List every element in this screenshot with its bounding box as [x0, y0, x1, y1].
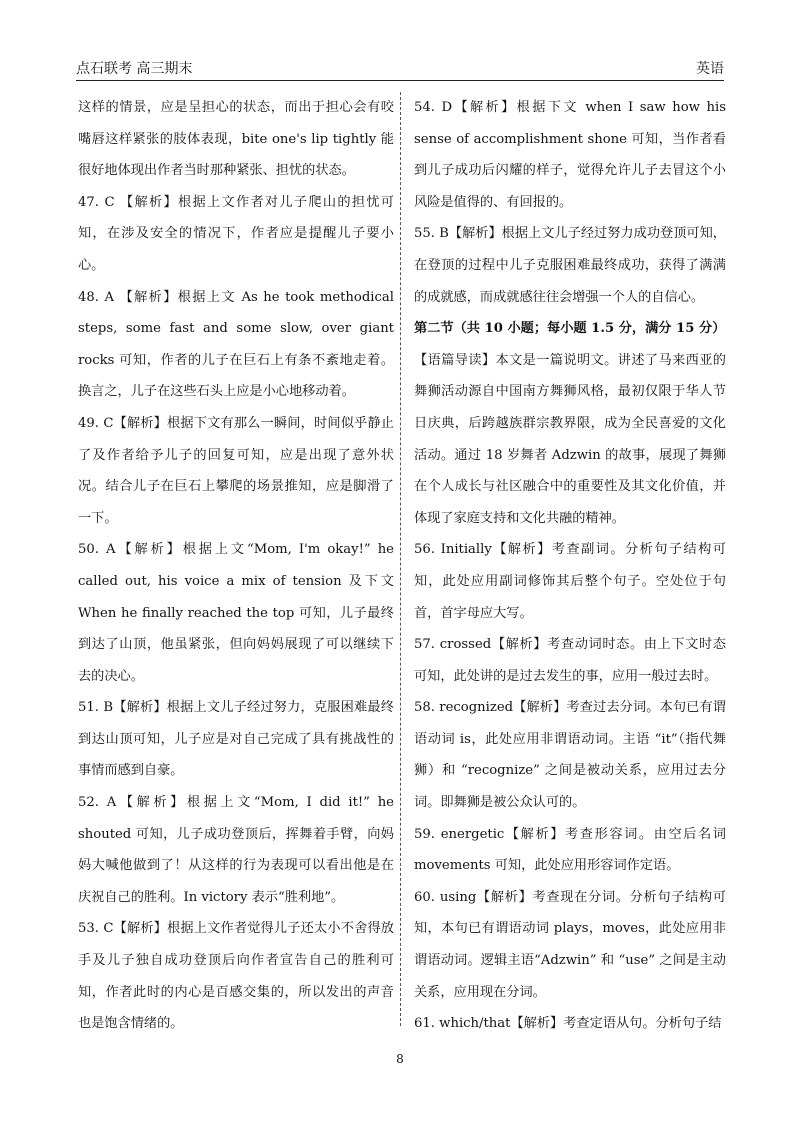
answer-56: 56. Initially【解析】考查副词。分析句子结构可知，此处应用副词修饰其后整个句子。空处位于句首，首字母应大写。: [414, 542, 726, 621]
header-title: 点石联考 高三期末: [76, 61, 193, 77]
passage-guide: 【语篇导读】本文是一篇说明文。讲述了马来西亚的舞狮活动源自中国南方舞狮风格，最初仅限于华人节日庆典，后跨越族群宗教界限，成为全民喜爱的文化活动。通过 18 岁舞者 Adzwin 的故事，展现了舞狮在个人成长与社区融合中的重要性及其文化价值，并体现了家庭支持和文化共融的精神。: [414, 352, 726, 526]
answer-55: 55. B【解析】根据上文儿子经过努力成功登顶可知，在登顶的过程中儿子克服困难最终成功，获得了满满的成就感，而成就感往往会增强一个人的自信心。: [414, 226, 726, 305]
answer-53: 53. C【解析】根据上文作者觉得儿子还太小不舍得放手及儿子独自成功登顶后向作者宣告自己的胜利可知，作者此时的内心是百感交集的，所以发出的声音也是饱含情绪的。: [78, 921, 394, 1032]
answer-61: 61. which/that【解析】考查定语从句。分析句子结: [414, 1016, 722, 1032]
answer-59: 59. energetic【解析】考查形容词。由空后名词 movements 可知，此处应用形容词作定语。: [414, 826, 726, 874]
answer-48: 48. A 【解析】根据上文 As he took methodical steps, some fast and some slow, over giant rocks 可知，作者的儿子在巨石上有条不紊地走着。换言之，儿子在这些石头上应是小心地移动着。: [78, 289, 394, 400]
answer-57: 57. crossed【解析】考查动词时态。由上下文时态可知，此处讲的是过去发生的事，应用一般过去时。: [414, 637, 726, 684]
page-number: 8: [396, 1052, 404, 1066]
answer-60: 60. using【解析】考查现在分词。分析句子结构可知，本句已有谓语动词 plays，moves，此处应用非谓语动词。逻辑主语“Adzwin” 和 “use” 之间是主动关系，应用现在分词。: [414, 889, 726, 1000]
right-column: [414, 92, 726, 1040]
section-heading: 第二节（共 10 小题；每小题 1.5 分，满分 15 分）: [414, 321, 726, 337]
column-divider: [400, 92, 401, 1026]
answer-54: 54. D【解析】根据下文 when I saw how his sense of accomplishment shone 可知，当作者看到儿子成功后闪耀的样子，觉得允许儿子去冒这个小风险是值得的、有回报的。: [414, 100, 726, 210]
answer-52: 52. A【解析】根据上文“Mom, I did it!” he shouted 可知，儿子成功登顶后，挥舞着手臂，向妈妈大喊他做到了！从这样的行为表现可以看出他是在庆祝自己的胜利。In victory 表示“胜利地”。: [78, 795, 394, 905]
paragraph: 这样的情景，应是呈担心的状态，而出于担心会有咬嘴唇这样紧张的肢体表现，bite one's lip tightly 能很好地体现出作者当时那种紧张、担忧的状态。: [78, 100, 394, 179]
answer-50: 50. A【解析】根据上文“Mom, I'm okay!” he called out, his voice a mix of tension 及下文 When he finally reached the top 可知，儿子最终到达了山顶，他虽紧张，但向妈妈展现了可以继续下去的决心。: [78, 542, 394, 684]
header-subject: 英语: [696, 61, 724, 77]
answer-58: 58. recognized【解析】考查过去分词。本句已有谓语动词 is，此处应用非谓语动词。主语 “it”（指代舞狮）和 “recognize” 之间是被动关系，应用过去分词。即舞狮是被公众认可的。: [414, 700, 726, 811]
page-header: [76, 56, 724, 81]
answer-51: 51. B【解析】根据上文儿子经过努力，克服困难最终到达山顶可知，儿子应是对自己完成了具有挑战性的事情而感到自豪。: [78, 700, 394, 779]
answer-49: 49. C【解析】根据下文有那么一瞬间，时间似乎静止了及作者给予儿子的回复可知，应是出现了意外状况。结合儿子在巨石上攀爬的场景推知，应是脚滑了一下。: [78, 415, 394, 526]
left-column: [78, 92, 394, 1040]
answer-47: 47. C 【解析】根据上文作者对儿子爬山的担忧可知，在涉及安全的情况下，作者应是提醒儿子要小心。: [78, 194, 394, 273]
